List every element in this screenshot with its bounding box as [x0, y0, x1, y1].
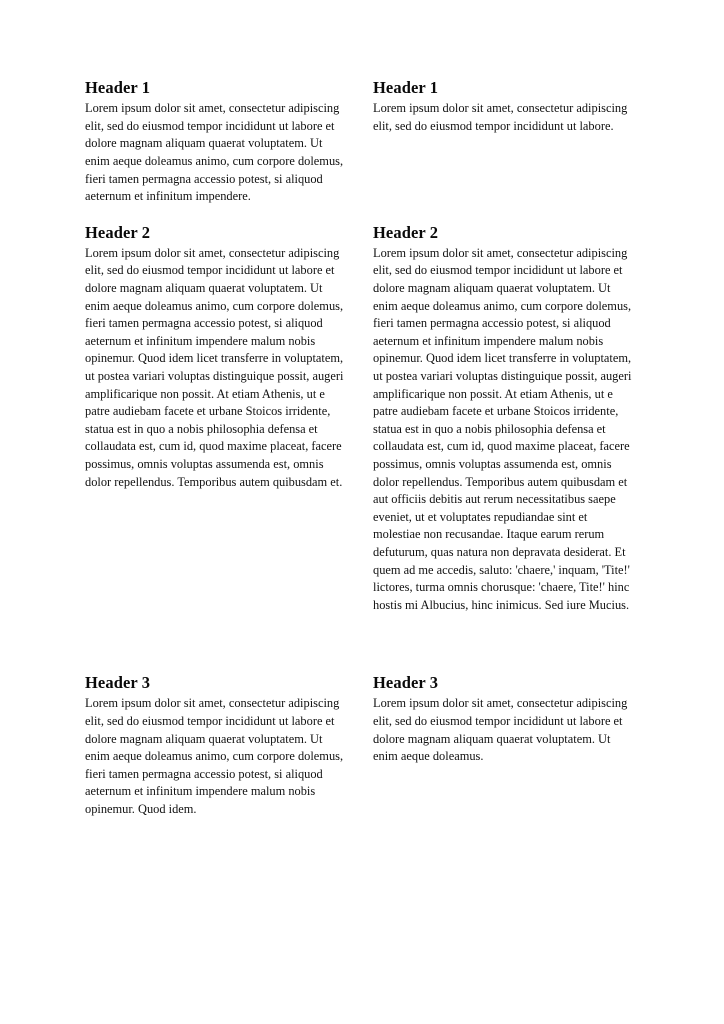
- section-paragraph: Lorem ipsum dolor sit amet, consectetur adipiscing elit, sed do eiusmod tempor incididunt ut labore et dolore magnam aliquam quaerat voluptatem. Ut enim aeque doleamus.: [373, 696, 628, 764]
- section-header-1-left-column: [85, 78, 347, 206]
- two-column-layout: [85, 78, 658, 819]
- section-paragraph: Lorem ipsum dolor sit amet, consectetur adipiscing elit, sed do eiusmod tempor incididunt ut labore.: [373, 101, 628, 133]
- section-heading: Header 3: [373, 673, 439, 693]
- section-heading: Header 1: [85, 78, 151, 97]
- section-header-2-right-column: [373, 206, 635, 615]
- section-heading: Header 2: [373, 222, 439, 242]
- section-paragraph: Lorem ipsum dolor sit amet, consectetur adipiscing elit, sed do eiusmod tempor incididunt ut labore et dolore magnam aliquam quaerat voluptatem. Ut enim aeque doleamus animo, cum corpore dolemus, fieri tamen permagna accessio potest, si aliquod aeternum et infinitum impendere malum nobis opinemur. Quod idem.: [85, 696, 344, 816]
- section-paragraph: Lorem ipsum dolor sit amet, consectetur adipiscing elit, sed do eiusmod tempor incididunt ut labore et dolore magnam aliquam quaerat voluptatem. Ut enim aeque doleamus animo, cum corpore dolemus, fieri tamen permagna accessio potest, si aliquod aeternum et infinitum impendere.: [85, 101, 344, 204]
- section-header-3-left-column: [85, 614, 347, 818]
- section-heading: Header 2: [85, 222, 151, 242]
- section-header-2-left-column: [85, 206, 347, 491]
- section-heading: Header 1: [373, 78, 439, 97]
- section-header-1-right-column: [373, 78, 635, 135]
- section-heading: Header 3: [85, 673, 151, 693]
- section-header-3-right-column: [373, 614, 635, 766]
- section-paragraph: Lorem ipsum dolor sit amet, consectetur adipiscing elit, sed do eiusmod tempor incididunt ut labore et dolore magnam aliquam quaerat voluptatem. Ut enim aeque doleamus animo, cum corpore dolemus, fieri tamen permagna accessio potest, si aliquod aeternum et infinitum impendere malum nobis opinemur. Quod idem licet transferre in voluptatem, ut postea variari voluptas distinguique possit, augeri amplificarique non possit. At etiam Athenis, ut e patre audiebam facete et urbane Stoicos irridente, statua est in quo a nobis philosophia defensa et collaudata est, cum id, quod maxime placeat, facere possimus, omnis voluptas assumenda est, omnis dolor repellendus. Temporibus autem quibusdam et.: [85, 245, 344, 489]
- section-paragraph: Lorem ipsum dolor sit amet, consectetur adipiscing elit, sed do eiusmod tempor incididunt ut labore et dolore magnam aliquam quaerat voluptatem. Ut enim aeque doleamus animo, cum corpore dolemus, fieri tamen permagna accessio potest, si aliquod aeternum et infinitum impendere malum nobis opinemur. Quod idem licet transferre in voluptatem, ut postea variari voluptas distinguique possit, augeri amplificarique non possit. At etiam Athenis, ut e patre audiebam facete et urbane Stoicos irridente, statua est in quo a nobis philosophia defensa et collaudata est, cum id, quod maxime placeat, facere possimus, omnis voluptas assumenda est, omnis dolor repellendus. Temporibus autem quibusdam et aut officiis debitis aut rerum necessitatibus saepe eveniet, ut et voluptates repudiandae sint et molestiae non recusandae. Itaque earum rerum defuturum, quas natura non depravata desiderat. Et quem ad me accedis, saluto: 'chaere,' inquam, 'Tite!' lictores, turma omnis chorusque: 'chaere, Tite!' hinc hostis mi Albucius, hinc inimicus. Sed iure Mucius.: [373, 245, 632, 612]
